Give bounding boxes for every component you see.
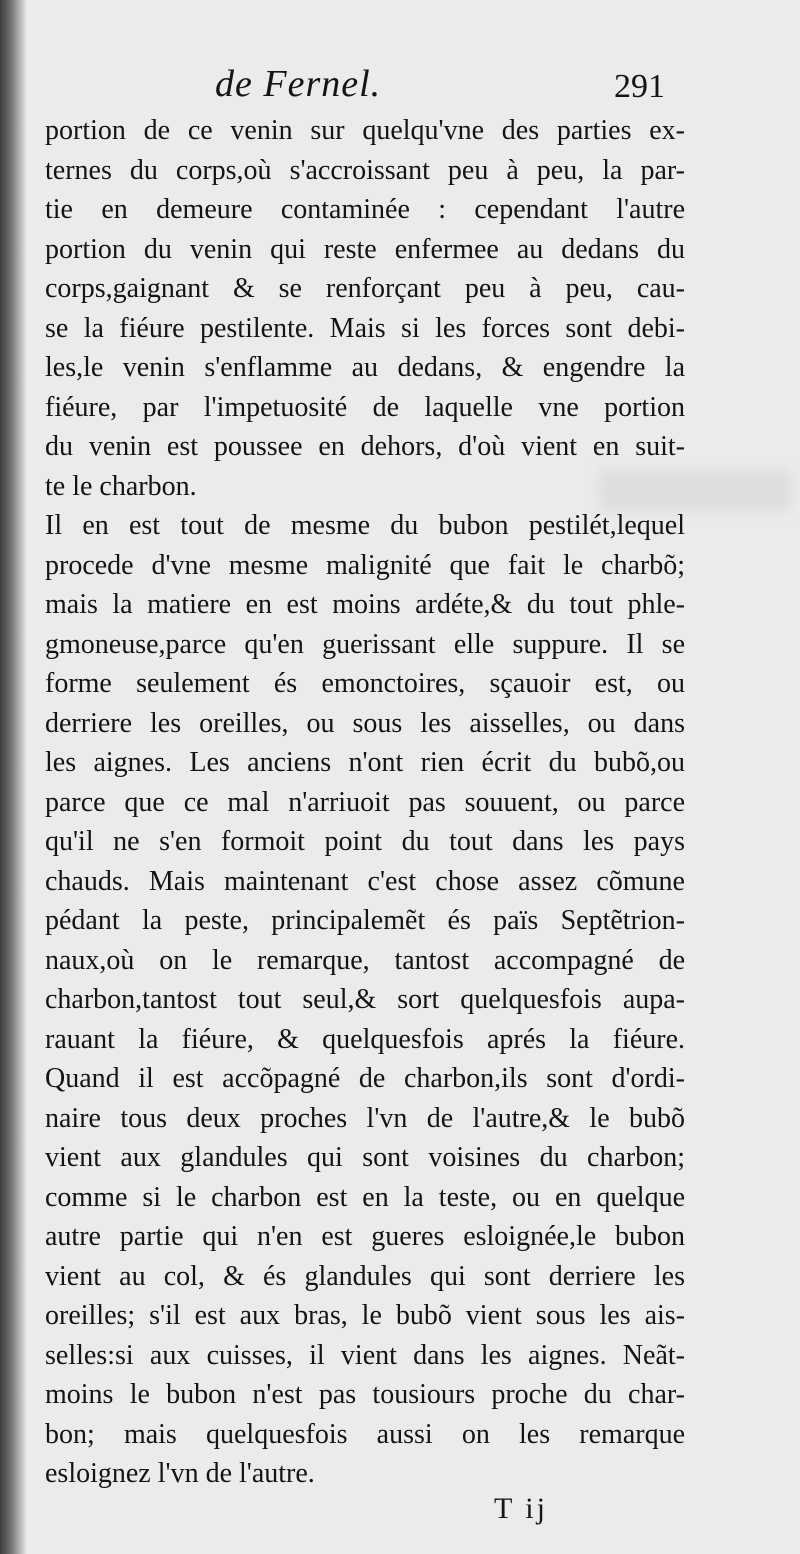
text-line: Quand il est accõpagné de charbon,ils sont d'ordi-: [45, 1063, 685, 1094]
text-line: oreilles; s'il est aux bras, le bubõ vient sous les ais-: [45, 1300, 685, 1331]
text-line: moins le bubon n'est pas tousiours proche du char-: [45, 1379, 685, 1410]
page-number: 291: [614, 68, 665, 105]
page-header: [0, 62, 800, 112]
text-line: forme seulement és emonctoires, sçauoir est, ou: [45, 668, 685, 699]
text-line: corps,gaignant & se renforçant peu à peu, cau-: [45, 273, 685, 304]
text-line: ternes du corps,où s'accroissant peu à peu, la par-: [45, 154, 685, 186]
text-line: comme si le charbon est en la teste, ou en quelque: [45, 1181, 685, 1213]
text-line: esloignez l'vn de l'autre.: [45, 1458, 315, 1489]
text-line: portion du venin qui reste enfermee au dedans du: [45, 233, 685, 265]
text-line: autre partie qui n'en est gueres esloignée,le bubon: [45, 1221, 685, 1252]
text-line: rauant la fiéure, & quelquesfois aprés la fiéure.: [45, 1023, 685, 1055]
text-line: Il en est tout de mesme du bubon pestilét,lequel: [45, 510, 685, 541]
text-line: chauds. Mais maintenant c'est chose assez cõmune: [45, 865, 685, 897]
text-line: portion de ce venin sur quelqu'vne des parties ex-: [45, 115, 685, 146]
text-line: gmoneuse,parce qu'en guerissant elle suppure. Il se: [45, 628, 685, 660]
running-title: de Fernel.: [215, 63, 382, 105]
text-line: naux,où on le remarque, tantost accompagné de: [45, 944, 685, 976]
text-line: les,le venin s'enflamme au dedans, & engendre la: [45, 352, 685, 383]
text-line: tie en demeure contaminée : cependant l'autre: [45, 194, 685, 225]
text-line: fiéure, par l'impetuosité de laquelle vne portion: [45, 391, 685, 423]
text-line: mais la matiere en est moins ardéte,& du tout phle-: [45, 589, 685, 620]
text-line: selles:si aux cuisses, il vient dans les aignes. Neãt-: [45, 1339, 685, 1371]
text-line: naire tous deux proches l'vn de l'autre,& le bubõ: [45, 1102, 685, 1134]
binding-gutter: [0, 0, 26, 1554]
text-line: vient aux glandules qui sont voisines du charbon;: [45, 1142, 685, 1173]
signature-mark: T ij: [494, 1492, 548, 1525]
text-line: vient au col, & és glandules qui sont derriere les: [45, 1260, 685, 1292]
text-line: parce que ce mal n'arriuoit pas souuent, ou parce: [45, 786, 685, 818]
text-line: pédant la peste, principalemẽt és païs Septẽtrion-: [45, 905, 685, 936]
text-line: bon; mais quelquesfois aussi on les remarque: [45, 1418, 685, 1450]
text-line: derriere les oreilles, ou sous les aisselles, ou dans: [45, 707, 685, 739]
text-line: charbon,tantost tout seul,& sort quelquesfois aupa-: [45, 984, 685, 1015]
text-line: se la fiéure pestilente. Mais si les forces sont debi-: [45, 312, 685, 344]
text-line: les aignes. Les anciens n'ont rien écrit du bubõ,ou: [45, 747, 685, 778]
text-line: du venin est poussee en dehors, d'où vient en suit-: [45, 431, 685, 462]
text-line: qu'il ne s'en formoit point du tout dans les pays: [45, 826, 685, 857]
text-line: procede d'vne mesme malignité que fait le charbõ;: [45, 549, 685, 581]
text-line: te le charbon.: [45, 470, 197, 502]
